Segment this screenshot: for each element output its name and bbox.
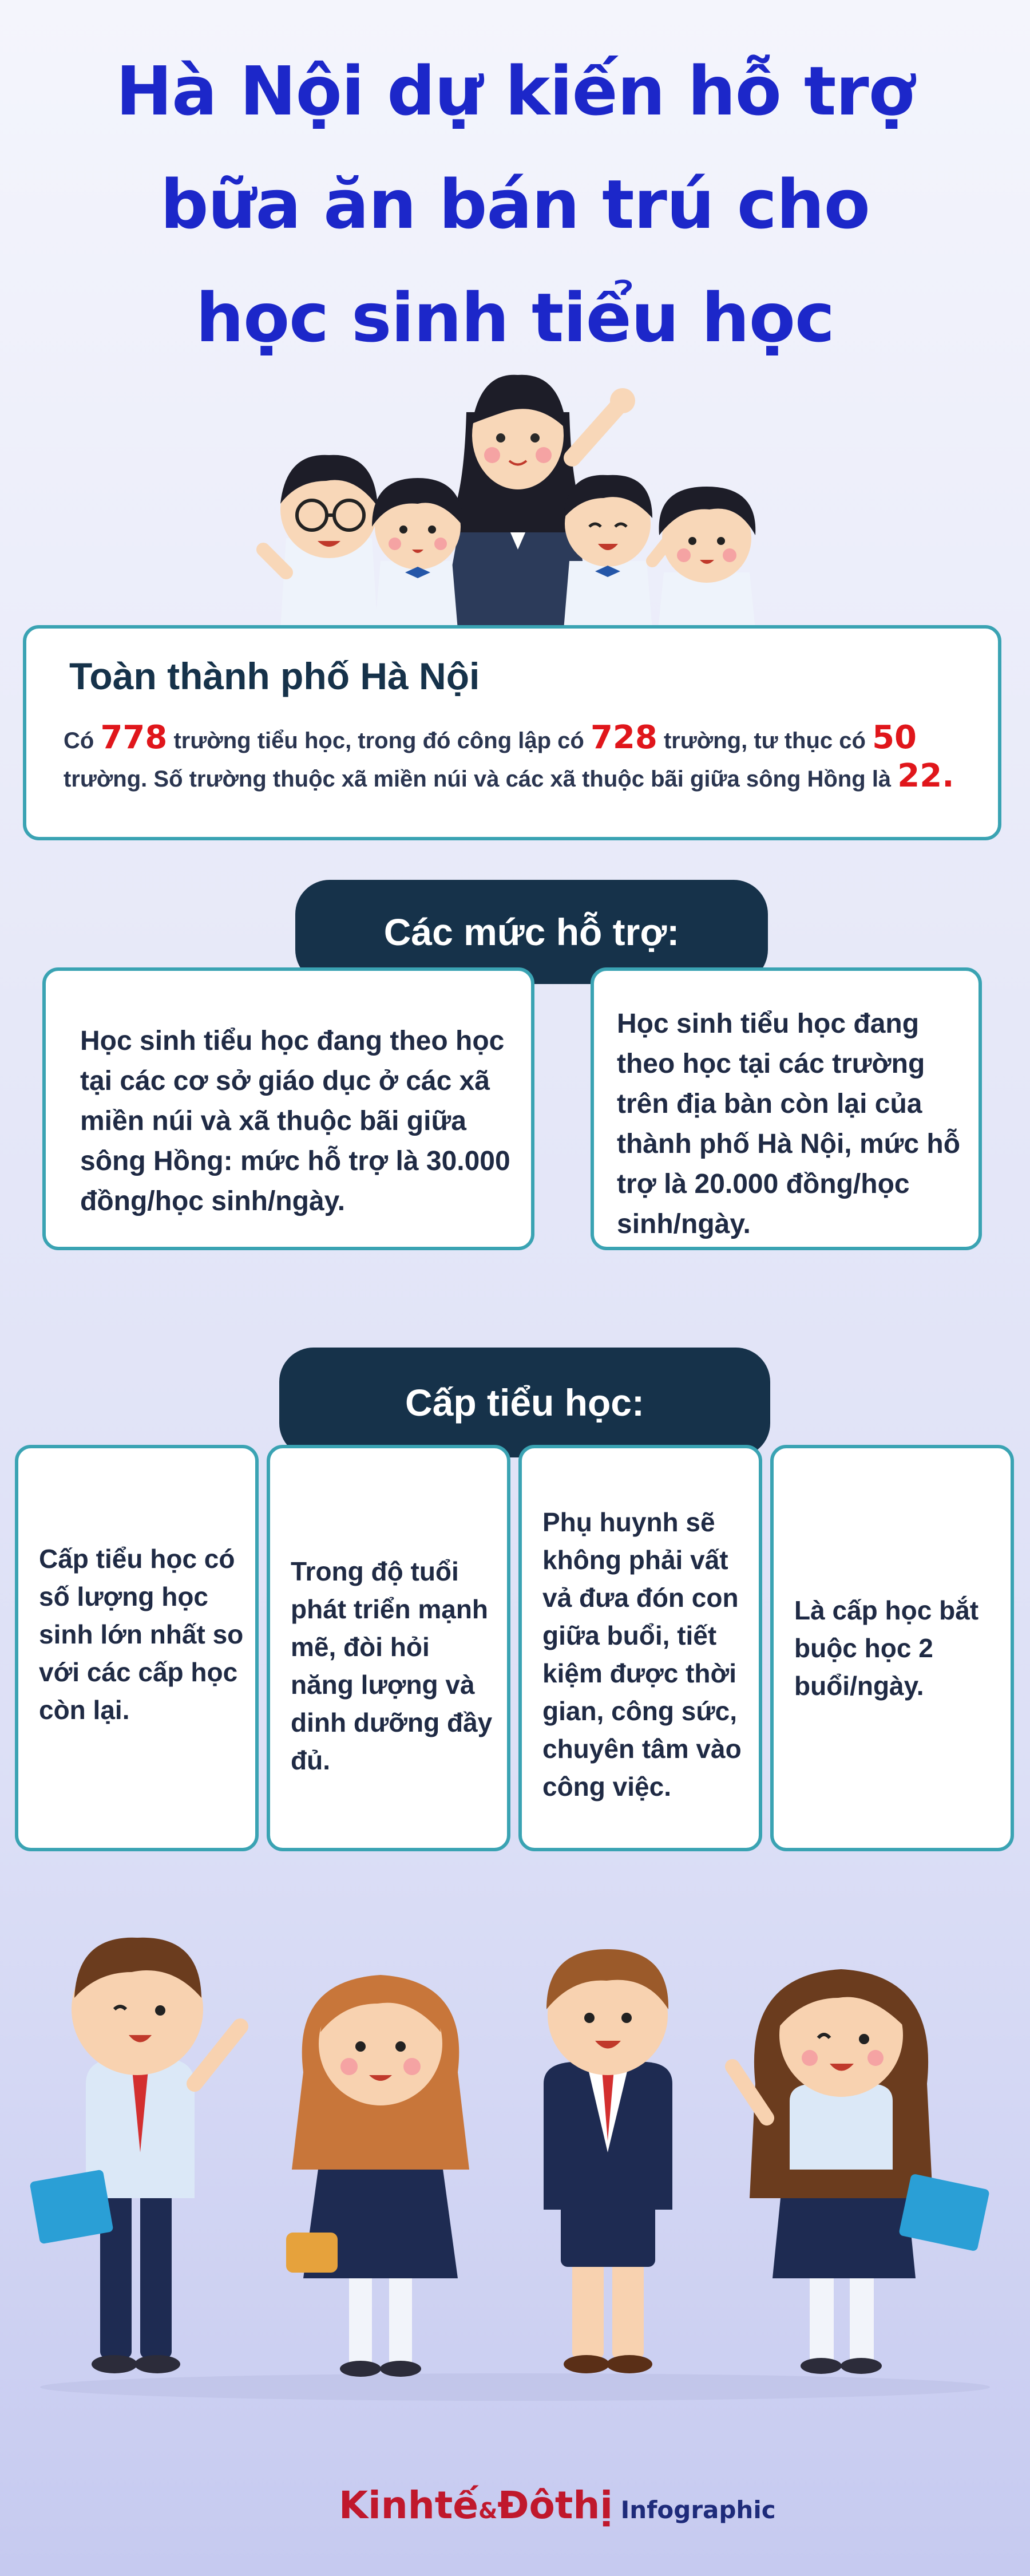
summary-text-part-3: trường, tư thục có [657,728,873,753]
student-girl-figure [372,478,464,630]
support-heading: Các mức hỗ trợ: [295,880,768,984]
count-private-schools: 50 [872,719,917,756]
support-card-2 [591,967,982,1250]
brand-part-b: Đôthị [497,2483,613,2527]
summary-text-part-1: Có [64,728,101,753]
summary-heading: Toàn thành phố Hà Nội [69,655,480,697]
primary-card-4-text: Là cấp học bắt buộc học 2 buổi/ngày. [794,1595,979,1701]
primary-card-3 [518,1445,762,1851]
count-special-schools: 22. [897,757,954,795]
brand-label: Infographic [620,2496,776,2524]
support-card-1-text: Học sinh tiểu học đang theo học tại các cơ sở giáo dục ở các xã miền núi và xã thuộc bãi giữa sông Hồng: mức hỗ trợ là 30.000 đồng/học sinh/ngày. [80,1026,510,1216]
count-public-schools: 728 [590,719,657,756]
count-total-schools: 778 [100,719,168,756]
summary-text-part-4: trường. Số trường thuộc xã miền núi và các xã thuộc bãi giữa sông Hồng là [64,767,898,792]
brand-ampersand: & [478,2498,498,2523]
summary-box [23,625,1001,840]
primary-card-4 [770,1445,1014,1851]
teacher-with-students-illustration [252,343,790,630]
student-boy-figure [564,475,675,630]
boy-with-books-figure [29,1938,240,2373]
summary-text-part-2: trường tiểu học, trong đó công lập có [167,728,591,753]
student-curly-figure [658,487,755,630]
primary-card-2-text: Trong độ tuổi phát triển mạnh mẽ, đòi hỏi năng lượng và dinh dưỡng đầy đủ. [291,1556,493,1775]
title-line-3: học sinh tiểu học [196,278,834,357]
support-card-2-text: Học sinh tiểu học đang theo học tại các trường trên địa bàn còn lại của thành phố Hà Nội, mức hỗ trợ là 20.000 đồng/học sinh/ngày. [617,1009,961,1239]
boy-with-backpack-figure [544,1949,672,2373]
brand-logo [339,2483,776,2527]
primary-card-1-text: Cấp tiểu học có số lượng học sinh lớn nhất so với các cấp học còn lại. [39,1544,244,1725]
primary-card-1 [15,1445,259,1851]
girl-with-bag-figure [286,1975,469,2377]
title-line-1: Hà Nội dự kiến hỗ trợ [116,52,914,131]
four-students-illustration [23,1912,1007,2416]
page-title [0,34,1030,374]
summary-text [64,720,979,797]
support-card-1 [42,967,534,1250]
student-glasses-figure [263,455,378,630]
primary-card-2 [267,1445,510,1851]
title-line-2: bữa ăn bán trú cho [160,165,870,244]
girl-waving-figure [732,1969,990,2374]
primary-heading: Cấp tiểu học: [279,1348,770,1457]
primary-card-3-text: Phụ huynh sẽ không phải vất vả đưa đón con giữa buổi, tiết kiệm được thời gian, công sức, chuyên tâm vào công việc. [542,1507,742,1801]
brand-part-a: Kinhtế [339,2483,479,2527]
